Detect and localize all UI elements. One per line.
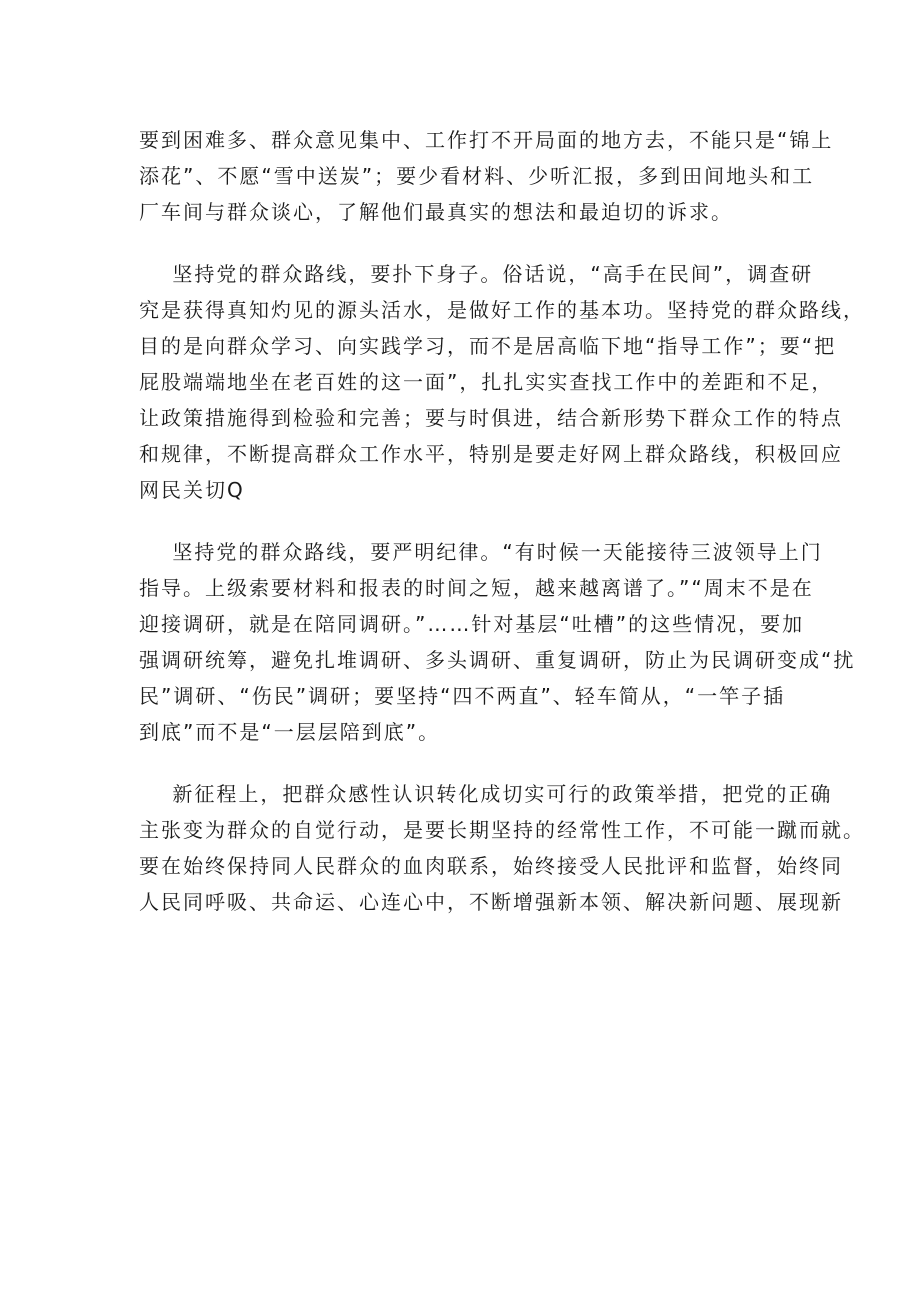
text-line: 目的是向群众学习、向实践学习，而不是居高临下地“指导工作”；要“把 xyxy=(139,334,837,358)
paragraph-3 xyxy=(139,534,856,750)
text-line: 强调研统筹，避免扎堆调研、多头调研、重复调研，防止为民调研变成“扰 xyxy=(139,648,856,672)
text-line: 人民同呼吸、共命运、心连心中，不断增强新本领、解决新问题、展现新 xyxy=(139,890,843,914)
paragraph-2 xyxy=(139,256,865,508)
text-line: 网民关切Q xyxy=(139,478,245,502)
text-line: 添花”、不愿“雪中送炭”；要少看材料、少听汇报，多到田间地头和工 xyxy=(139,164,815,188)
text-line: 民”调研、“伤民”调研；要坚持“四不两直”、轻车简从，“一竿子插 xyxy=(139,684,786,708)
document-body xyxy=(139,122,865,946)
text-line: 让政策措施得到检验和完善；要与时俱进，结合新形势下群众工作的特点 xyxy=(139,406,843,430)
text-line: 到底”而不是“一层层陪到底”。 xyxy=(139,720,441,744)
text-line: 主张变为群众的自觉行动，是要长期坚持的经常性工作，不可能一蹴而就。 xyxy=(139,818,865,842)
text-line: 屁股端端地坐在老百姓的这一面”，扎扎实实查找工作中的差距和不足， xyxy=(139,370,834,394)
text-line: 要到困难多、群众意见集中、工作打不开局面的地方去，不能只是“锦上 xyxy=(139,128,834,152)
text-line: 新征程上，把群众感性认识转化成切实可行的政策举措，把党的正确 xyxy=(139,782,833,806)
text-line: 要在始终保持同人民群众的血肉联系，始终接受人民批评和监督，始终同 xyxy=(139,854,843,878)
text-line: 究是获得真知灼见的源头活水，是做好工作的基本功。坚持党的群众路线， xyxy=(139,298,865,322)
text-line: 指导。上级索要材料和报表的时间之短，越来越离谱了。”“周末不是在 xyxy=(139,576,814,600)
paragraph-1 xyxy=(139,122,834,230)
paragraph-4 xyxy=(139,776,865,920)
text-line: 和规律，不断提高群众工作水平，特别是要走好网上群众路线，积极回应 xyxy=(139,442,843,466)
text-line: 坚持党的群众路线，要严明纪律。“有时候一天能接待三波领导上门 xyxy=(139,540,823,564)
text-line: 厂车间与群众谈心，了解他们最真实的想法和最迫切的诉求。 xyxy=(139,200,733,224)
text-line: 迎接调研，就是在陪同调研。”……针对基层“吐槽”的这些情况，要加 xyxy=(139,612,805,636)
text-line: 坚持党的群众路线，要扑下身子。俗话说，“高手在民间”，调查研 xyxy=(139,262,814,286)
